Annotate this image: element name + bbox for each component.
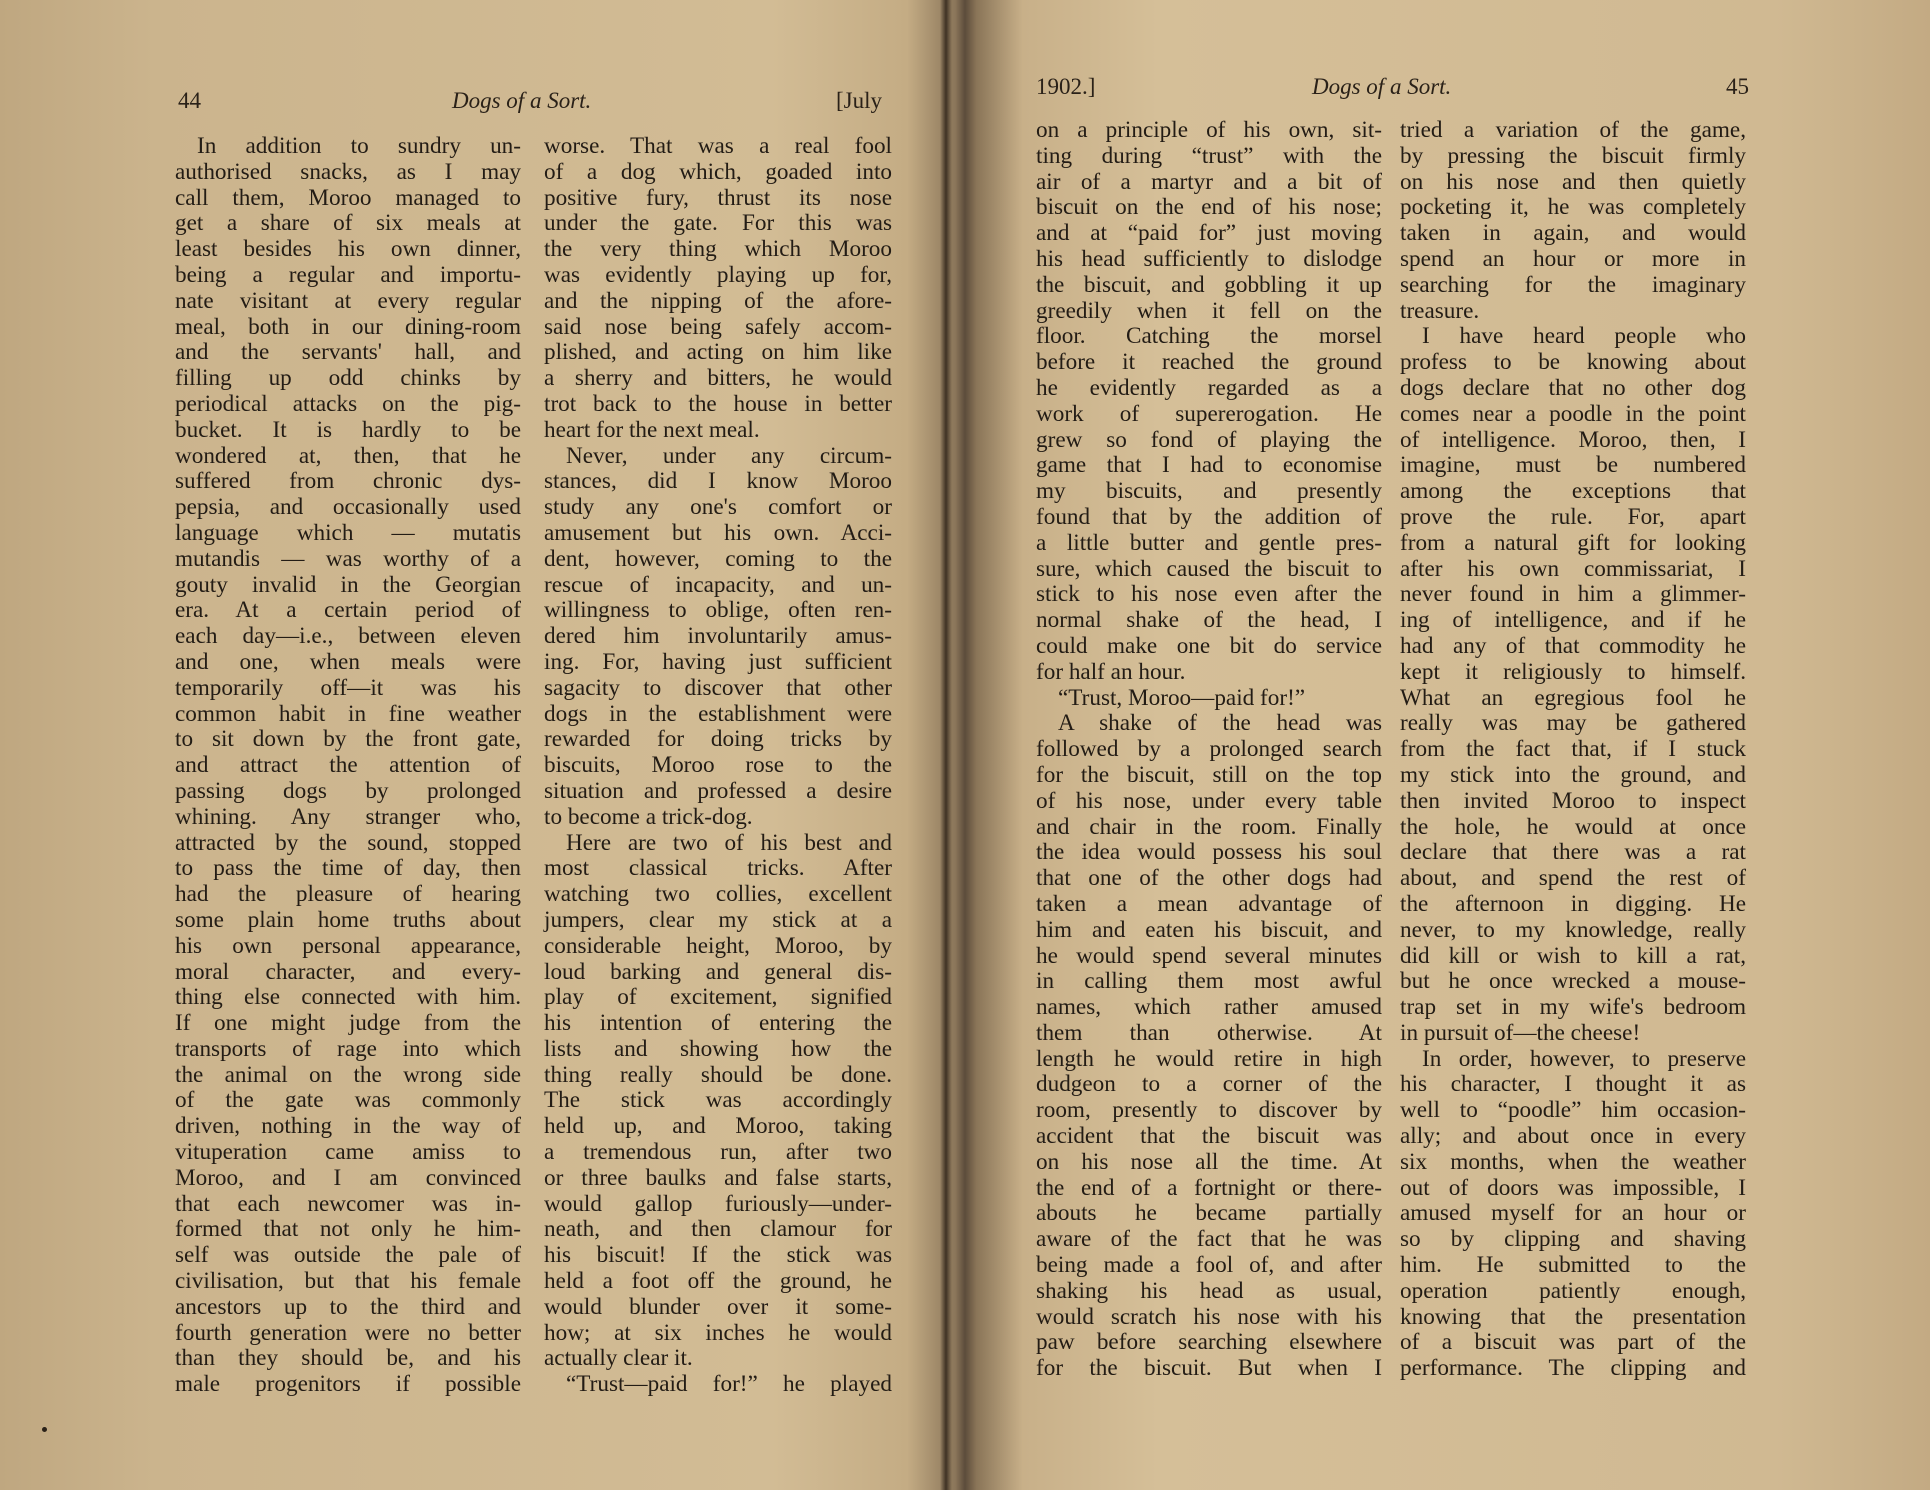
text-line: never found in him a glimmer- [1400, 581, 1746, 608]
text-line: how; at six inches he would [544, 1319, 892, 1346]
text-line: ing. For, having just sufficient [544, 648, 892, 675]
text-line: lists and showing how the [544, 1035, 892, 1062]
text-line: to pass the time of day, then [175, 855, 521, 882]
text-line: mutandis — was worthy of a [175, 545, 521, 572]
text-line: ing of intelligence, and if he [1400, 607, 1746, 634]
text-line: “Trust—paid for!” he played [566, 1371, 892, 1398]
text-line: play of excitement, signified [544, 984, 892, 1011]
text-line: ancestors up to the third and [175, 1293, 521, 1320]
text-line: held up, and Moroo, taking [544, 1113, 892, 1140]
text-line: on his nose and then quietly [1400, 168, 1746, 195]
text-line: length he would retire in high [1036, 1045, 1382, 1072]
right-running-title: Dogs of a Sort. [1312, 74, 1452, 99]
text-line: him. He submitted to the [1400, 1252, 1746, 1279]
text-line: dent, however, coming to the [544, 545, 892, 572]
text-line: most classical tricks. After [544, 855, 892, 882]
text-line: prove the rule. For, apart [1400, 503, 1746, 530]
text-line: he would spend several minutes [1036, 942, 1382, 969]
text-line: a little butter and gentle pres- [1036, 529, 1382, 556]
text-line: gouty invalid in the Georgian [175, 571, 521, 598]
text-line: The stick was accordingly [544, 1087, 892, 1114]
text-line: sagacity to discover that other [544, 674, 892, 701]
text-line: dudgeon to a corner of the [1036, 1071, 1382, 1098]
text-line: study any one's comfort or [544, 494, 892, 521]
text-line: before it reached the ground [1036, 349, 1382, 376]
text-line: driven, nothing in the way of [175, 1113, 521, 1140]
text-line: Here are two of his best and [566, 829, 892, 856]
text-line: his own personal appearance, [175, 932, 521, 959]
text-line: the biscuit, and gobbling it up [1036, 271, 1382, 298]
text-line: biscuits, Moroo rose to the [544, 752, 892, 779]
text-line: and at “paid for” just moving [1036, 220, 1382, 247]
text-line: kept it religiously to himself. [1400, 658, 1746, 685]
text-line: pocketing it, he was completely [1400, 194, 1746, 221]
text-line: on a principle of his own, sit- [1036, 117, 1382, 143]
text-line: his character, I thought it as [1400, 1071, 1746, 1098]
text-line: after his own commissariat, I [1400, 555, 1746, 582]
text-line: the idea would possess his soul [1036, 839, 1382, 866]
text-line: of a dog which, goaded into [544, 158, 892, 185]
text-line: rewarded for doing tricks by [544, 726, 892, 753]
text-line: the very thing which Moroo [544, 236, 892, 263]
text-line: In addition to sundry un- [197, 133, 521, 159]
text-line: the end of a fortnight or there- [1036, 1174, 1382, 1201]
left-page-number: 44 [178, 88, 201, 113]
text-line: treasure. [1400, 297, 1480, 324]
text-line: attracted by the sound, stopped [175, 829, 521, 856]
text-line: trap set in my wife's bedroom [1400, 994, 1746, 1021]
text-line: What an egregious fool he [1400, 684, 1746, 711]
text-line: temporarily off—it was his [175, 674, 521, 701]
text-line: of intelligence. Moroo, then, I [1400, 426, 1746, 453]
text-line: his head sufficiently to dislodge [1036, 245, 1382, 272]
text-line: operation patiently enough, [1400, 1277, 1746, 1304]
left-date: [July [836, 88, 882, 113]
text-line: said nose being safely accom- [544, 313, 892, 340]
text-line: spend an hour or more in [1400, 245, 1746, 272]
text-line: shaking his head as usual, [1036, 1277, 1382, 1304]
text-line: common habit in fine weather [175, 700, 521, 727]
right-page-column-2 [1400, 118, 1746, 1382]
text-line: performance. The clipping and [1400, 1355, 1746, 1382]
text-line: whining. Any stranger who, [175, 803, 521, 830]
text-line: the afternoon in digging. He [1400, 890, 1746, 917]
text-line: sure, which caused the biscuit to [1036, 555, 1382, 582]
text-line: searching for the imaginary [1400, 271, 1746, 298]
text-line: language which — mutatis [175, 519, 521, 546]
text-line: amused myself for an hour or [1400, 1200, 1746, 1227]
text-line: from the fact that, if I stuck [1400, 736, 1746, 763]
text-line: vituperation came amiss to [175, 1139, 521, 1166]
text-line: for the biscuit, still on the top [1036, 761, 1382, 788]
text-line: least besides his own dinner, [175, 236, 521, 263]
text-line: on his nose all the time. At [1036, 1148, 1382, 1175]
text-line: nate visitant at every regular [175, 287, 521, 314]
text-line: filling up odd chinks by [175, 365, 521, 392]
left-running-title: Dogs of a Sort. [452, 88, 592, 113]
text-line: air of a martyr and a bit of [1036, 168, 1382, 195]
text-line: actually clear it. [544, 1345, 693, 1372]
text-line: heart for the next meal. [544, 416, 760, 443]
text-line: under the gate. For this was [544, 210, 892, 237]
text-line: profess to be knowing about [1400, 349, 1746, 376]
text-line: transports of rage into which [175, 1035, 521, 1062]
text-line: ally; and about once in every [1400, 1123, 1746, 1150]
text-line: thing really should be done. [544, 1061, 892, 1088]
text-line: and the servants' hall, and [175, 339, 521, 366]
text-line: of a biscuit was part of the [1400, 1329, 1746, 1356]
text-line: for the biscuit. But when I [1036, 1355, 1382, 1382]
text-line: periodical attacks on the pig- [175, 390, 521, 417]
text-line: jumpers, clear my stick at a [544, 906, 892, 933]
text-line: but he once wrecked a mouse- [1400, 968, 1746, 995]
text-line: six months, when the weather [1400, 1148, 1746, 1175]
text-line: so by clipping and shaving [1400, 1226, 1746, 1253]
text-line: suffered from chronic dys- [175, 468, 521, 495]
right-page-column-1 [1036, 118, 1382, 1382]
text-line: had any of that commodity he [1400, 632, 1746, 659]
text-line: civilisation, but that his female [175, 1268, 521, 1295]
text-line: comes near a poodle in the point [1400, 400, 1746, 427]
text-line: Never, under any circum- [566, 442, 892, 469]
text-line: did kill or wish to kill a rat, [1400, 942, 1746, 969]
text-line: era. At a certain period of [175, 597, 521, 624]
text-line: a sherry and bitters, he would [544, 365, 892, 392]
text-line: the animal on the wrong side [175, 1061, 521, 1088]
text-line: watching two collies, excellent [544, 881, 892, 908]
text-line: from a natural gift for looking [1400, 529, 1746, 556]
text-line: wondered at, then, that he [175, 442, 521, 469]
text-line: situation and professed a desire [544, 777, 892, 804]
text-line: willingness to oblige, often ren- [544, 597, 892, 624]
text-line: positive fury, thrust its nose [544, 184, 892, 211]
text-line: neath, and then clamour for [544, 1216, 892, 1243]
text-line: stances, did I know Moroo [544, 468, 892, 495]
text-line: my biscuits, and presently [1036, 478, 1382, 505]
page-speck [42, 1427, 47, 1432]
text-line: rescue of incapacity, and un- [544, 571, 892, 598]
text-line: that each newcomer was in- [175, 1190, 521, 1217]
text-line: each day—i.e., between eleven [175, 623, 521, 650]
text-line: well to “poodle” him occasion- [1400, 1097, 1746, 1124]
text-line: taken in again, and would [1400, 220, 1746, 247]
text-line: male progenitors if possible [175, 1371, 521, 1398]
text-line: I have heard people who [1422, 323, 1746, 350]
text-line: his biscuit! If the stick was [544, 1242, 892, 1269]
text-line: biscuit on the end of his nose; [1036, 194, 1382, 221]
text-line: grew so fond of playing the [1036, 426, 1382, 453]
text-line: bucket. It is hardly to be [175, 416, 521, 443]
text-line: out of doors was impossible, I [1400, 1174, 1746, 1201]
text-line: passing dogs by prolonged [175, 777, 521, 804]
text-line: pepsia, and occasionally used [175, 494, 521, 521]
text-line: found that by the addition of [1036, 503, 1382, 530]
text-line: by pressing the biscuit firmly [1400, 142, 1746, 169]
text-line: “Trust, Moroo—paid for!” [1058, 684, 1306, 711]
text-line: being made a fool of, and after [1036, 1252, 1382, 1279]
text-line: aware of the fact that he was [1036, 1226, 1382, 1253]
text-line: would gallop furiously—under- [544, 1190, 892, 1217]
text-line: normal shake of the head, I [1036, 607, 1382, 634]
text-line: authorised snacks, as I may [175, 158, 521, 185]
text-line: meal, both in our dining-room [175, 313, 521, 340]
text-line: trot back to the house in better [544, 390, 892, 417]
text-line: floor. Catching the morsel [1036, 323, 1382, 350]
text-line: loud barking and general dis- [544, 958, 892, 985]
text-line: names, which rather amused [1036, 994, 1382, 1021]
text-line: worse. That was a real fool [544, 133, 892, 159]
text-line: and one, when meals were [175, 648, 521, 675]
text-line: in calling them most awful [1036, 968, 1382, 995]
text-line: A shake of the head was [1058, 710, 1382, 737]
text-line: considerable height, Moroo, by [544, 932, 892, 959]
text-line: knowing that the presentation [1400, 1303, 1746, 1330]
book-gutter [940, 0, 952, 1490]
text-line: of his nose, under every table [1036, 787, 1382, 814]
text-line: that one of the other dogs had [1036, 865, 1382, 892]
text-line: ting during “trust” with the [1036, 142, 1382, 169]
text-line: being a regular and importu- [175, 261, 521, 288]
text-line: a tremendous run, after two [544, 1139, 892, 1166]
text-line: dogs declare that no other dog [1400, 374, 1746, 401]
text-line: would blunder over it some- [544, 1293, 892, 1320]
text-line: was evidently playing up for, [544, 261, 892, 288]
text-line: about, and spend the rest of [1400, 865, 1746, 892]
text-line: dogs in the establishment were [544, 700, 892, 727]
text-line: call them, Moroo managed to [175, 184, 521, 211]
left-page-column-1 [175, 134, 521, 1398]
text-line: fourth generation were no better [175, 1319, 521, 1346]
text-line: some plain home truths about [175, 906, 521, 933]
text-line: of the gate was commonly [175, 1087, 521, 1114]
text-line: work of supererogation. He [1036, 400, 1382, 427]
right-page-number: 45 [1726, 74, 1749, 99]
text-line: followed by a prolonged search [1036, 736, 1382, 763]
text-line: to become a trick-dog. [544, 803, 753, 830]
text-line: imagine, must be numbered [1400, 452, 1746, 479]
text-line: dered him involuntarily amus- [544, 623, 892, 650]
text-line: the hole, he would at once [1400, 813, 1746, 840]
text-line: formed that not only he him- [175, 1216, 521, 1243]
text-line: him and eaten his biscuit, and [1036, 916, 1382, 943]
text-line: game that I had to economise [1036, 452, 1382, 479]
text-line: he evidently regarded as a [1036, 374, 1382, 401]
text-line: or three baulks and false starts, [544, 1164, 892, 1191]
text-line: than they should be, and his [175, 1345, 521, 1372]
text-line: really was may be gathered [1400, 710, 1746, 737]
text-line: Moroo, and I am convinced [175, 1164, 521, 1191]
text-line: had the pleasure of hearing [175, 881, 521, 908]
left-page-column-2 [544, 134, 892, 1398]
text-line: If one might judge from the [175, 1010, 521, 1037]
text-line: and attract the attention of [175, 752, 521, 779]
text-line: would scratch his nose with his [1036, 1303, 1382, 1330]
text-line: then invited Moroo to inspect [1400, 787, 1746, 814]
text-line: In order, however, to preserve [1422, 1045, 1746, 1072]
text-line: could make one bit do service [1036, 632, 1382, 659]
text-line: in pursuit of—the cheese! [1400, 1019, 1641, 1046]
text-line: for half an hour. [1036, 658, 1186, 685]
text-line: and chair in the room. Finally [1036, 813, 1382, 840]
text-line: paw before searching elsewhere [1036, 1329, 1382, 1356]
text-line: them than otherwise. At [1036, 1019, 1382, 1046]
text-line: my stick into the ground, and [1400, 761, 1746, 788]
text-line: held a foot off the ground, he [544, 1268, 892, 1295]
right-date: 1902.] [1036, 74, 1096, 99]
text-line: among the exceptions that [1400, 478, 1746, 505]
text-line: his intention of entering the [544, 1010, 892, 1037]
text-line: room, presently to discover by [1036, 1097, 1382, 1124]
text-line: declare that there was a rat [1400, 839, 1746, 866]
text-line: get a share of six meals at [175, 210, 521, 237]
text-line: accident that the biscuit was [1036, 1123, 1382, 1150]
text-line: and the nipping of the afore- [544, 287, 892, 314]
text-line: taken a mean advantage of [1036, 890, 1382, 917]
text-line: tried a variation of the game, [1400, 117, 1746, 143]
text-line: self was outside the pale of [175, 1242, 521, 1269]
text-line: stick to his nose even after the [1036, 581, 1382, 608]
text-line: amusement but his own. Acci- [544, 519, 892, 546]
text-line: plished, and acting on him like [544, 339, 892, 366]
text-line: moral character, and every- [175, 958, 521, 985]
text-line: thing else connected with him. [175, 984, 521, 1011]
text-line: to sit down by the front gate, [175, 726, 521, 753]
text-line: never, to my knowledge, really [1400, 916, 1746, 943]
text-line: greedily when it fell on the [1036, 297, 1382, 324]
text-line: abouts he became partially [1036, 1200, 1382, 1227]
